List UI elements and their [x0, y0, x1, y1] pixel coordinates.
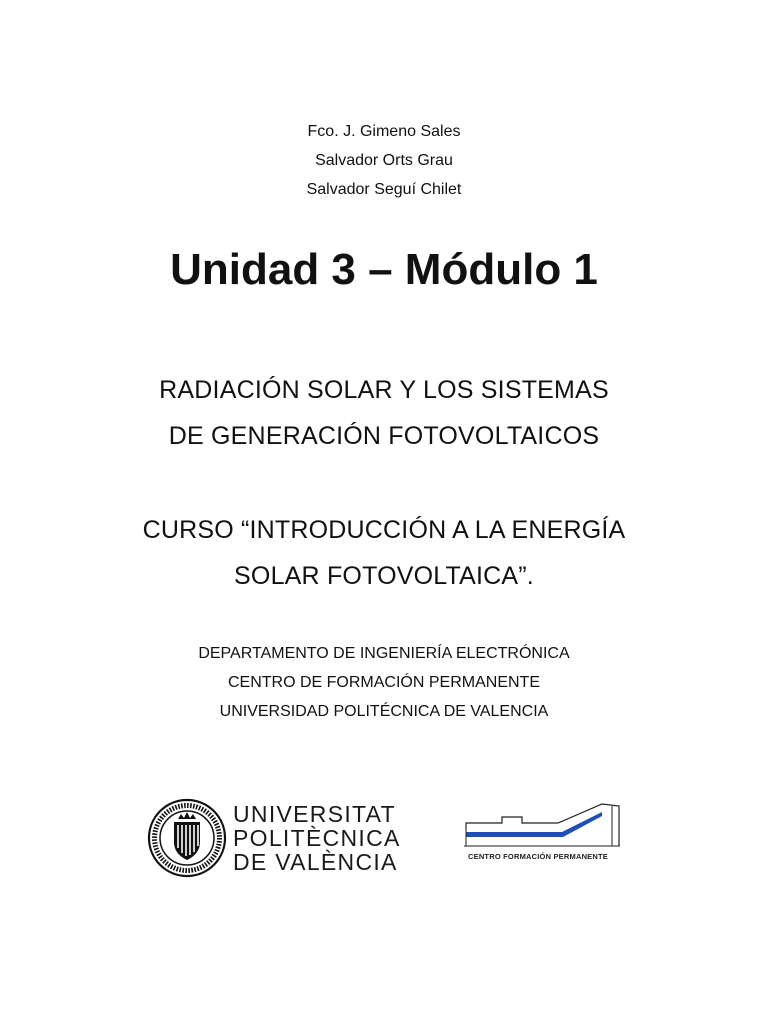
university-name: UNIVERSIDAD POLITÉCNICA DE VALENCIA	[219, 703, 549, 720]
affiliation-block	[0, 639, 768, 726]
subtitle-line: RADIACIÓN SOLAR Y LOS SISTEMAS	[159, 376, 609, 404]
author-name: Salvador Seguí Chilet	[306, 181, 462, 198]
document-subtitle	[0, 367, 768, 459]
upv-seal-icon	[147, 798, 227, 878]
author-name: Fco. J. Gimeno Sales	[307, 123, 461, 140]
cfp-label: CENTRO FORMACIÓN PERMANENTE	[468, 852, 608, 861]
subtitle-line: DE GENERACIÓN FOTOVOLTAICOS	[168, 422, 600, 450]
building-outline-icon	[462, 796, 624, 878]
author-name: Salvador Orts Grau	[315, 152, 453, 169]
course-line: SOLAR FOTOVOLTAICA”.	[234, 562, 534, 590]
upv-wordmark-line: UNIVERSITAT	[233, 801, 396, 827]
upv-logo	[147, 798, 401, 880]
course-line: CURSO “INTRODUCCIÓN A LA ENERGÍA	[142, 516, 626, 544]
department-name: DEPARTAMENTO DE INGENIERÍA ELECTRÓNICA	[198, 645, 570, 662]
cfp-logo	[462, 796, 624, 878]
center-name: CENTRO DE FORMACIÓN PERMANENTE	[227, 674, 540, 691]
course-name	[0, 507, 768, 599]
author-list	[0, 117, 768, 204]
document-title: Unidad 3 – Módulo 1	[170, 245, 598, 294]
upv-wordmark	[233, 802, 401, 874]
upv-wordmark-line: POLITÈCNICA	[233, 825, 401, 851]
upv-wordmark-line: DE VALÈNCIA	[233, 849, 398, 875]
